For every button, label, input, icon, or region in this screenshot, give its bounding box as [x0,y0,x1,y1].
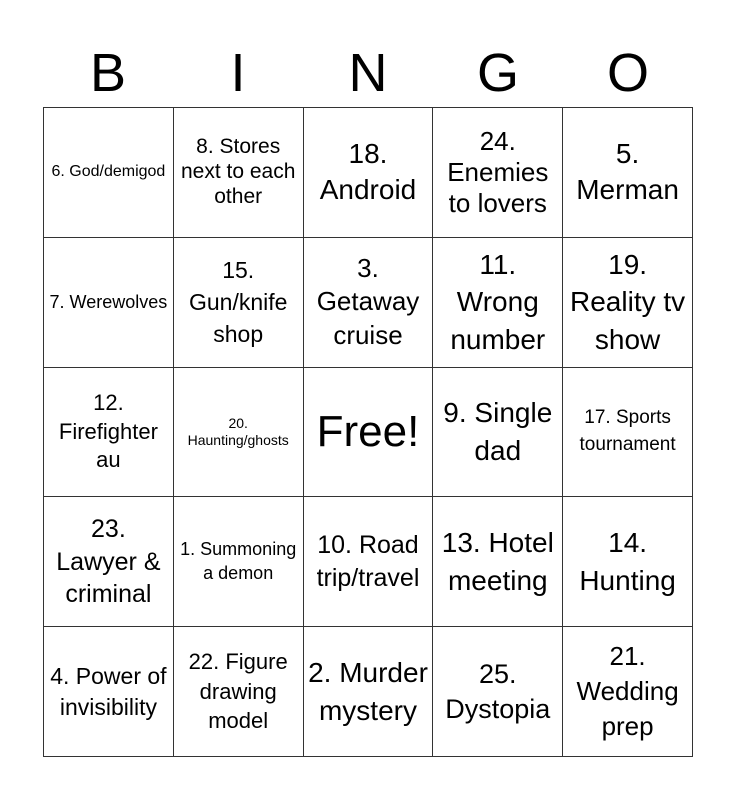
bingo-cell[interactable] [433,627,563,757]
bingo-cell[interactable] [563,497,693,627]
cell-text: 20. Haunting/ghosts [187,415,289,448]
cell-text: 24. Enemies to lovers [447,126,549,218]
cell-text: 15. Gun/knife shop [188,256,288,348]
cell-text: 8. Stores next to each other [180,135,296,208]
bingo-cell[interactable] [433,108,563,238]
header-letter-i: I [230,43,246,103]
cell-text: 19. Reality tv show [570,248,686,356]
bingo-cell[interactable] [304,497,434,627]
header-letter-n: N [348,43,388,103]
header-letter-o: O [606,43,649,103]
bingo-cell[interactable] [174,497,304,627]
cell-text: 10. Road trip/travel [316,531,420,592]
bingo-cell[interactable] [44,627,174,757]
cell-text: 17. Sports tournament [579,407,676,455]
cell-text: 25. Dystopia [445,658,551,724]
header-letter-b: B [89,43,127,103]
cell-text: 7. Werewolves [49,291,168,312]
bingo-cell[interactable] [563,368,693,498]
cell-text: 3. Getaway cruise [316,252,420,351]
bingo-cell[interactable] [304,238,434,368]
bingo-cell[interactable] [174,238,304,368]
bingo-grid [43,107,693,757]
bingo-cell[interactable] [304,368,434,498]
cell-text: 5. Merman [576,138,679,206]
bingo-cell[interactable] [563,108,693,238]
cell-text: 14. Hunting [579,526,676,596]
cell-text: 23. Lawyer & criminal [56,515,161,609]
bingo-cell[interactable] [563,627,693,757]
cell-text: 18. Android [319,138,417,206]
bingo-cell[interactable] [44,108,174,238]
bingo-cell[interactable] [174,627,304,757]
cell-text: 12. Firefighter au [58,390,158,473]
bingo-cell[interactable] [174,368,304,498]
bingo-cell[interactable] [433,497,563,627]
cell-text: 11. Wrong number [450,248,546,356]
cell-text: 1. Summoning a demon [180,539,297,583]
cell-text: 21. Wedding prep [576,640,679,742]
bingo-cell[interactable] [44,497,174,627]
bingo-cell[interactable] [563,238,693,368]
bingo-cell[interactable] [44,368,174,498]
bingo-header [43,38,693,108]
bingo-cell[interactable] [304,627,434,757]
bingo-cell[interactable] [433,368,563,498]
cell-text: 22. Figure drawing model [188,649,288,734]
header-letter-g: G [476,43,519,103]
cell-text-free: Free! [316,407,420,457]
cell-text: 2. Murder mystery [308,656,428,726]
cell-text: 13. Hotel meeting [441,526,554,596]
cell-text: 4. Power of invisibility [50,662,167,720]
cell-text: 6. God/demigod [51,162,166,180]
bingo-cell[interactable] [304,108,434,238]
bingo-cell[interactable] [174,108,304,238]
cell-text: 9. Single dad [443,397,553,466]
bingo-cell[interactable] [433,238,563,368]
bingo-cell[interactable] [44,238,174,368]
